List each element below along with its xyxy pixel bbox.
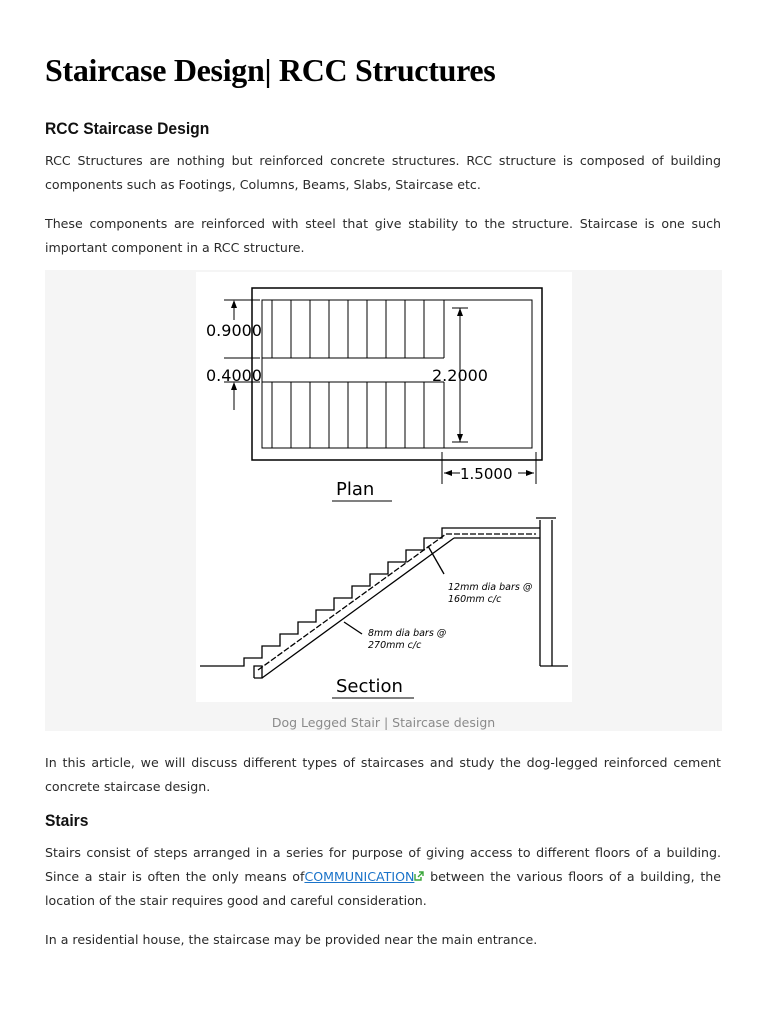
paragraph-stairs [45, 841, 721, 913]
figure-dog-legged-stair [45, 270, 722, 731]
dim-landing: 0.4000 [206, 366, 262, 385]
section-label: Section [336, 676, 403, 697]
communication-link[interactable]: COMMUNICATION [304, 869, 415, 884]
paragraph-article-intro: In this article, we will discuss different types of staircases and study the dog-legged reinforced cement concrete staircase design. [45, 755, 721, 794]
paragraph-stairs-text-2: between the various floors of a building, the location of the stair requires good and careful consideration. [45, 869, 721, 908]
heading-stairs: Stairs [45, 811, 89, 830]
external-link-icon[interactable] [414, 865, 424, 875]
bar-note-1-line2: 160mm c/c [448, 594, 502, 605]
dim-top-flight: 0.9000 [206, 321, 262, 340]
paragraph-rcc-structures: RCC Structures are nothing but reinforced concrete structures. RCC structure is composed of building components such as Footings, Columns, Beams, Slabs, Staircase etc. [45, 153, 721, 192]
dim-landing-length: 1.5000 [460, 465, 513, 483]
paragraph-stairs-text-1: Stairs consist of steps arranged in a series for purpose of giving access to different floors of a building. Since a stair is often the only means of [45, 845, 721, 884]
paragraph-residential: In a residential house, the staircase may be provided near the main entrance. [45, 932, 538, 947]
article-title: Staircase Design| RCC Structures [45, 52, 496, 88]
plan-label: Plan [336, 479, 375, 500]
staircase-drawing [196, 272, 572, 702]
heading-rcc-staircase-design: RCC Staircase Design [45, 119, 210, 138]
bar-note-2-line2: 270mm c/c [368, 640, 422, 651]
bar-note-1-line1: 12mm dia bars @ [448, 582, 533, 593]
figure-caption: Dog Legged Stair | Staircase design [271, 715, 496, 730]
dim-width: 2.2000 [432, 366, 488, 385]
bar-note-2-line1: 8mm dia bars @ [368, 628, 447, 639]
staircase-drawing-svg [196, 272, 572, 702]
paragraph-components: These components are reinforced with steel that give stability to the structure. Staircase is one such important component in a RCC structure. [45, 216, 721, 255]
